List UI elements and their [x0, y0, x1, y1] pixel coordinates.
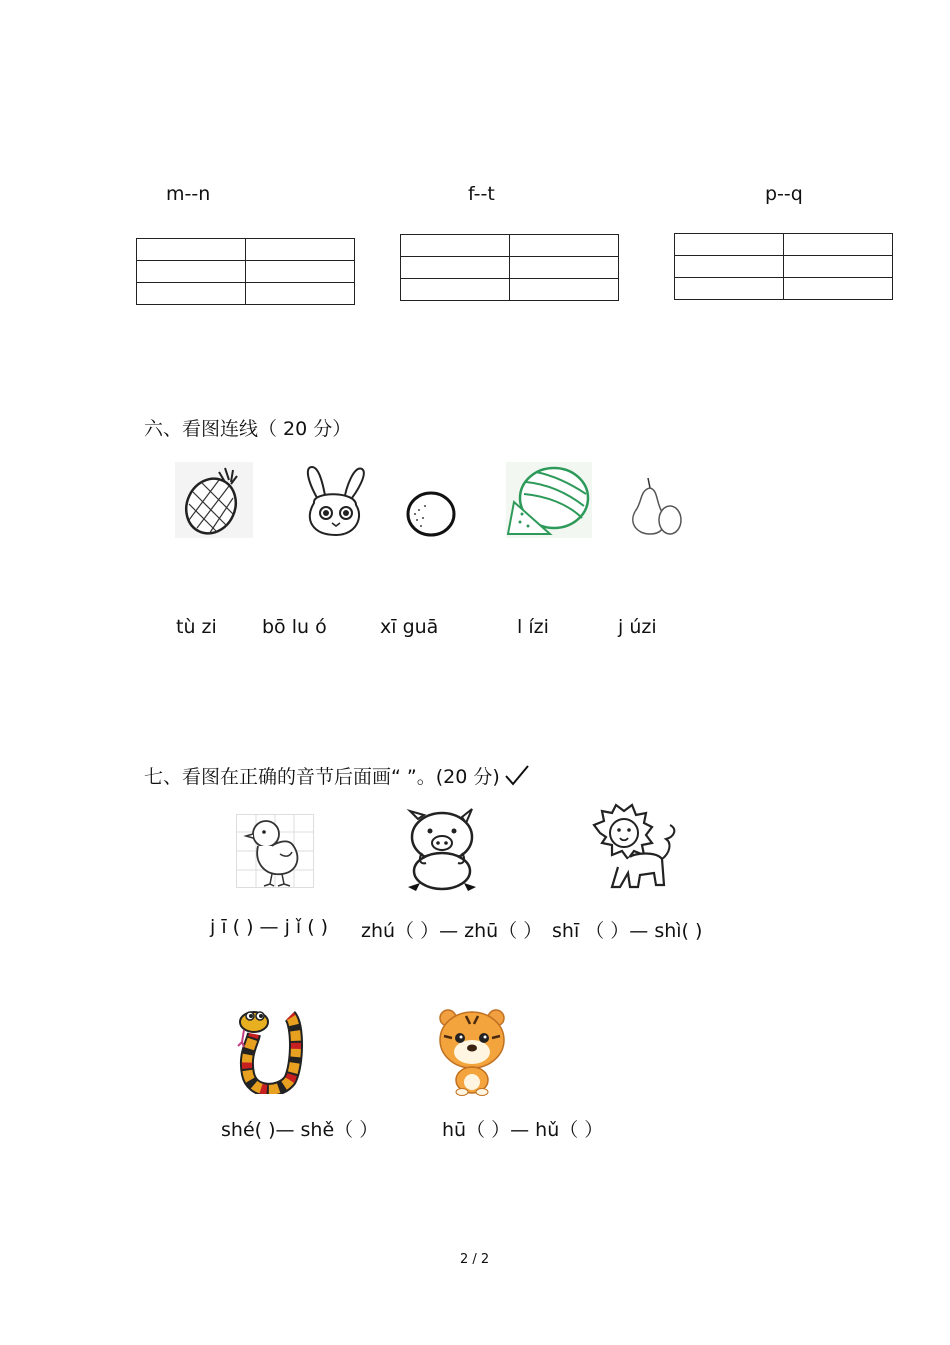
orange-icon: [405, 490, 457, 538]
grid-cell[interactable]: [137, 239, 246, 261]
grid-cell[interactable]: [137, 261, 246, 283]
grid-cell[interactable]: [246, 239, 355, 261]
grid-cell[interactable]: [784, 278, 893, 300]
lion-icon: [590, 803, 680, 893]
checkmark-icon: [504, 764, 530, 786]
grid-cell[interactable]: [675, 278, 784, 300]
syllable-option: hū（ ）— hǔ（ ）: [442, 1119, 604, 1141]
snake-icon: [232, 1004, 304, 1094]
writing-grid-p-q: [674, 233, 893, 300]
section-7-heading: 七、看图在正确的音节后面画“ ”。(20 分): [144, 766, 500, 788]
grid-cell[interactable]: [675, 234, 784, 256]
writing-grid-m-n: [136, 238, 355, 305]
pinyin-word: tù zi: [176, 616, 217, 638]
pear-icon: [626, 476, 682, 538]
grid-cell[interactable]: [246, 283, 355, 305]
grid-cell[interactable]: [401, 257, 510, 279]
tiger-icon: [436, 1004, 508, 1096]
pinyin-word: l ízi: [517, 616, 549, 638]
section-6-heading: 六、看图连线（ 20 分）: [144, 418, 352, 440]
watermelon-icon: [506, 462, 592, 538]
grid-cell[interactable]: [510, 279, 619, 301]
grid-cell[interactable]: [401, 279, 510, 301]
rabbit-icon: [298, 463, 370, 539]
pair-label-f-t: f--t: [468, 183, 495, 205]
pinyin-word: j úzi: [618, 616, 657, 638]
syllable-option: shī （ ）— shì( ): [552, 920, 703, 942]
pineapple-icon: [175, 462, 253, 538]
pair-label-p-q: p--q: [765, 183, 803, 205]
grid-cell[interactable]: [246, 261, 355, 283]
grid-cell[interactable]: [784, 256, 893, 278]
writing-grid-f-t: [400, 234, 619, 301]
grid-cell[interactable]: [675, 256, 784, 278]
syllable-option: zhú（ ）— zhū（ ）: [361, 920, 543, 942]
page-number: 2 / 2: [460, 1252, 490, 1267]
grid-cell[interactable]: [137, 283, 246, 305]
grid-cell[interactable]: [401, 235, 510, 257]
grid-cell[interactable]: [510, 235, 619, 257]
grid-cell[interactable]: [784, 234, 893, 256]
pair-label-m-n: m--n: [166, 183, 211, 205]
syllable-option: shé( )— shě（ ）: [221, 1119, 379, 1141]
chick-icon: [236, 814, 314, 888]
grid-cell[interactable]: [510, 257, 619, 279]
pinyin-word: xī guā: [380, 616, 439, 638]
pig-icon: [404, 807, 480, 893]
syllable-option: j ī ( ) — j ǐ ( ): [210, 916, 329, 938]
pinyin-word: bō lu ó: [262, 616, 327, 638]
